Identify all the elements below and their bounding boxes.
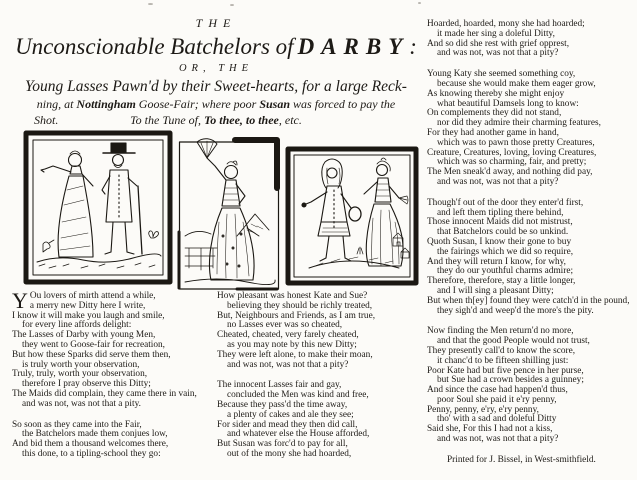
verse-line: the Batchelors made them conjues low, <box>22 429 168 440</box>
verse-line: poor Soul she paid it e'ry penny, <box>437 394 557 405</box>
verse-line: and was not, was not that a pity? <box>437 48 559 59</box>
verse-line: the fairings which we did so require, <box>437 246 574 257</box>
verse-line: Ou lovers of mirth attend a while, <box>29 291 156 301</box>
verse-line: no Lasses ever was so cheated, <box>227 320 343 331</box>
verse-line: and was not, was not that a pity. <box>22 398 141 409</box>
verse-line: And so did she rest with grief opprest, <box>427 38 570 49</box>
verse-line: it chanc'd to be fifteen shilling just: <box>437 355 569 366</box>
verse-line: As knowing thereby she might enjoy <box>427 88 565 99</box>
shot-word: Shot. <box>34 113 59 127</box>
verse-line: But how these Sparks did serve them then, <box>12 349 171 360</box>
verse-line: Truly, truly, worth your observation, <box>12 369 148 380</box>
stanza <box>427 20 635 59</box>
subtitle2-post: was forced to pay the <box>290 97 396 111</box>
tune-post: , etc. <box>278 113 302 127</box>
verse-line: and was not, was not that a pity? <box>227 359 349 370</box>
verse-line: Those innocent Maids did not mistrust, <box>427 217 573 228</box>
verse-line: and I will sing a pleasant Ditty; <box>437 285 554 296</box>
verse-line: They were left alone, to make their moan, <box>217 349 373 360</box>
tune-text <box>130 113 302 128</box>
verse-line: The innocent Lasses fair and gay, <box>217 380 342 391</box>
verse-line: Hoarded, hoarded, mony she had hoarded; <box>427 19 585 29</box>
verse-line: believing they should be richly treated, <box>227 300 373 311</box>
subtitle-line2 <box>12 97 420 112</box>
verse-line: Penny, penny, e'ry, e'ry penny, <box>427 404 539 415</box>
verse-line: nor did they admire their charming features, <box>437 118 601 129</box>
verse-line: Quoth Susan, I know their gone to buy <box>427 236 572 247</box>
verse-line: Therefore, therefore, stay a little longer, <box>427 276 576 287</box>
verse-line: concluded the Men was kind and free, <box>227 390 369 401</box>
verse-line: But, Neighbours and Friends, as I am true, <box>217 310 376 321</box>
imprint-line: Printed for J. Bissel, in West-smithfield. <box>447 454 596 465</box>
verse-line: Now finding the Men return'd no more, <box>427 326 574 337</box>
title-darby: DARBY <box>297 34 410 59</box>
verse-column-right <box>427 20 635 466</box>
subtitle2-mid: Goose-Fair; where poor <box>135 97 260 111</box>
verse-line: for every line affords delight: <box>22 320 132 331</box>
title-colon: : <box>409 34 417 59</box>
verse-line: which was so charming, fair, and pretty; <box>437 157 587 168</box>
verse-line: as you may note by this new Ditty; <box>227 339 357 350</box>
verse-line: it made her sing a doleful Ditty, <box>437 28 555 39</box>
verse-line: On complements they did not stand, <box>427 108 562 119</box>
verse-line: which was to pawn those pretty Creatures, <box>437 137 595 148</box>
subtitle2-pre: ning, at <box>36 97 77 111</box>
verse-line: is truly worth your observation, <box>22 359 140 370</box>
scan-speck <box>230 4 234 6</box>
scan-speck <box>148 3 153 5</box>
stanza <box>217 381 423 459</box>
subtitle-line1: Young Lasses Pawn'd by their Sweet-hearts, for a large Reck- <box>25 78 407 95</box>
couple-walking-woodcut <box>23 130 173 285</box>
title-main-text: Unconscionable Batchelors of <box>15 34 294 59</box>
woodcut-row <box>23 130 423 294</box>
verse-line: and left them tipling there behind, <box>437 207 564 218</box>
verse-line: out of the mony she had hoarded, <box>227 448 352 459</box>
header-or-the: OR, THE <box>178 63 254 74</box>
verse-line: tho' with a sad and doleful Ditty <box>437 414 557 425</box>
masthead <box>12 16 420 127</box>
stanza <box>427 199 635 317</box>
verse-line: But when th[ey] found they were catch'd in the pound, <box>427 295 630 306</box>
stanza <box>427 327 635 445</box>
verse-line: because she would make them eager grow, <box>437 78 596 89</box>
page-title <box>12 34 420 60</box>
subtitle2-nottingham: Nottingham <box>76 97 136 111</box>
verse-line: They presently call'd to know the score, <box>427 345 576 356</box>
verse-line: and that the good People would not trust, <box>437 336 590 347</box>
verse-line: they sigh'd and weep'd the more's the pity. <box>437 305 594 316</box>
verse-line: they went to Goose-fair for recreation, <box>22 339 166 350</box>
verse-column-middle <box>217 292 423 471</box>
verse-line: a merry new Ditty here I write, <box>29 300 146 311</box>
lady-with-fan-woodcut <box>177 136 281 294</box>
verse-line: what beautiful Damsels long to know: <box>437 98 579 109</box>
verse-line: Young Katy she seemed something coy, <box>427 69 576 80</box>
courting-couple-woodcut <box>285 146 419 286</box>
verse-line: a plenty of cakes and ale they see; <box>227 409 354 420</box>
tune-line <box>12 113 420 127</box>
subtitle2-susan: Susan <box>259 97 291 111</box>
verse-line: And they will return I know, for why, <box>427 256 566 267</box>
verse-line: Cheated, cheated, very farely cheated, <box>217 330 359 341</box>
verse-line: For sider and mead they then did call, <box>217 419 358 430</box>
verse-column-left <box>12 288 214 471</box>
verse-line: therefore I pray observe this Ditty; <box>22 379 151 390</box>
tune-bold: To thee, to thee <box>204 113 279 127</box>
scan-speck <box>418 2 421 4</box>
verse-line: and was not, was not that a pity? <box>437 434 559 445</box>
drop-cap: Y <box>12 288 28 313</box>
verse-line: The Maids did complain, they came there in vain, <box>12 388 197 399</box>
verse-line: Though'f out of the door they enter'd first, <box>427 197 584 208</box>
verse-line: that Batchelors could be so unkind. <box>437 227 569 238</box>
verse-line: So soon as they came into the Fair, <box>12 419 142 430</box>
verse-line: Creature, Creatures, loving, loving Creatures, <box>427 147 597 158</box>
stanza <box>12 288 214 410</box>
verse-line: For they had another game in hand, <box>427 127 559 138</box>
verse-line: How pleasant was honest Kate and Sue? <box>217 291 368 301</box>
verse-line: and was not, was not that a pity? <box>437 176 559 187</box>
verse-line: Poor Kate had but five pence in her purse, <box>427 365 584 376</box>
verse-line: The Lasses of Darby with young Men, <box>12 330 156 341</box>
verse-line: Said she, For this I had not a kiss, <box>427 424 553 435</box>
verse-line: but Sue had a crown besides a guinney; <box>437 375 584 386</box>
stanza <box>217 292 423 370</box>
stanza <box>12 421 214 460</box>
stanza <box>427 70 635 188</box>
verse-line: And since the case had happen'd thus, <box>427 385 568 396</box>
verse-line: this done, to a tipling-school they go: <box>22 448 161 459</box>
verse-line: The Men sneak'd away, and nothing did pay, <box>427 167 593 178</box>
header-the: THE <box>195 16 237 30</box>
verse-line: Because they pass'd the time away, <box>217 399 348 410</box>
verse-line: But Susan was forc'd to pay for all, <box>217 439 348 450</box>
verse-line: And bid them a thousand welcomes there, <box>12 439 169 450</box>
verse-line: they do our youthful charms admire; <box>437 266 574 277</box>
verse-line: I know it will make you laugh and smile, <box>12 310 165 321</box>
verse-line: and whatever else the House afforded, <box>227 429 370 440</box>
tune-pre: To the Tune of, <box>130 113 204 127</box>
